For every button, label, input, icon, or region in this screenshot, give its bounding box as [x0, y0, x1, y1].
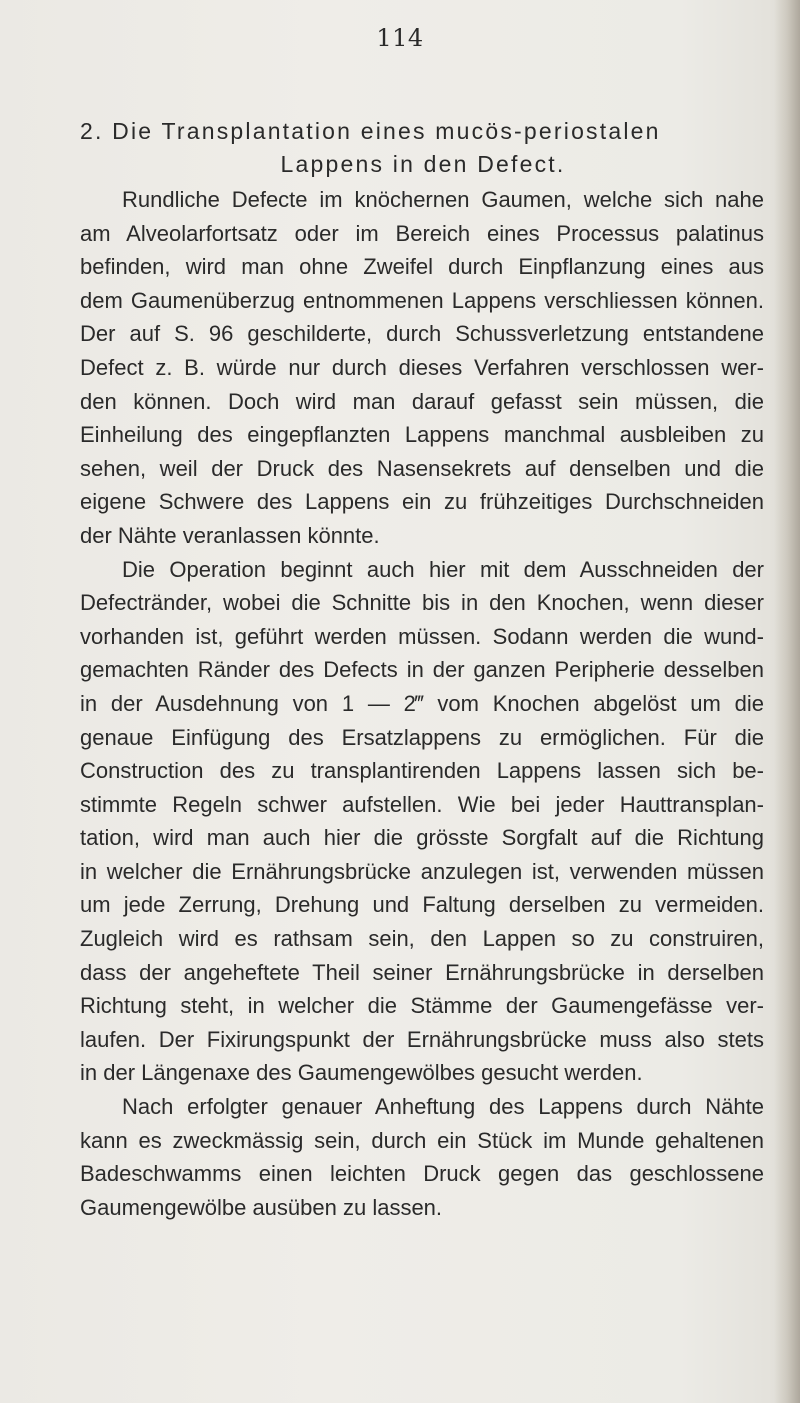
text-line: Defect z. B. würde nur durch dieses Verfahren verschlossen wer-	[80, 354, 764, 380]
text-line: den können. Doch wird man darauf gefasst sein müssen, die	[80, 388, 764, 414]
body-text	[80, 183, 764, 1224]
text-line: laufen. Der Fixirungspunkt der Ernährungsbrücke muss also stets	[80, 1026, 764, 1052]
text-line: Construction des zu transplantirenden Lappens lassen sich be-	[80, 758, 764, 784]
text-line: gemachten Ränder des Defects in der ganzen Peripherie desselben	[80, 657, 764, 683]
text-line: stimmte Regeln schwer aufstellen. Wie bei jeder Hauttransplan-	[80, 791, 764, 817]
text-line: Badeschwamms einen leichten Druck gegen das geschlossene	[80, 1161, 764, 1187]
text-line: dem Gaumenüberzug entnommenen Lappens verschliessen können.	[80, 287, 764, 313]
page-number: 114	[376, 24, 424, 52]
text-line: in der Ausdehnung von 1 — 2‴ vom Knochen abgelöst um die	[80, 690, 764, 716]
text-line: genaue Einfügung des Ersatzlappens zu ermöglichen. Für die	[80, 724, 764, 750]
text-line: Richtung steht, in welcher die Stämme der Gaumengefässe ver-	[80, 993, 764, 1019]
text-line: Defectränder, wobei die Schnitte bis in den Knochen, wenn dieser	[80, 590, 764, 616]
text-line: in der Längenaxe des Gaumengewölbes gesucht werden.	[80, 1060, 643, 1086]
text-line: sehen, weil der Druck des Nasensekrets auf denselben und die	[80, 455, 764, 481]
section-heading-line-2-text: Lappens in den Defect.	[280, 151, 566, 177]
section-heading-line-1: 2. Die Transplantation eines mucös-periostalen	[80, 118, 661, 144]
text-line: befinden, wird man ohne Zweifel durch Einpflanzung eines aus	[80, 254, 764, 280]
text-line: tation, wird man auch hier die grösste Sorgfalt auf die Richtung	[80, 825, 764, 851]
text-line: dass der angeheftete Theil seiner Ernährungsbrücke in derselben	[80, 959, 764, 985]
text-line: in welcher die Ernährungsbrücke anzulegen ist, verwenden müssen	[80, 858, 764, 884]
text-line: kann es zweckmässig sein, durch ein Stück im Munde gehaltenen	[80, 1127, 764, 1153]
text-line: Die Operation beginnt auch hier mit dem Ausschneiden der	[122, 556, 764, 582]
text-line: Der auf S. 96 geschilderte, durch Schussverletzung entstandene	[80, 321, 764, 347]
text-line: Gaumengewölbe ausüben zu lassen.	[80, 1194, 443, 1220]
section-heading-line-2	[0, 151, 800, 178]
text-line: am Alveolarfortsatz oder im Bereich eines Processus palatinus	[80, 220, 764, 246]
text-line: um jede Zerrung, Drehung und Faltung derselben zu vermeiden.	[80, 892, 764, 918]
text-line: Rundliche Defecte im knöchernen Gaumen, welche sich nahe	[122, 187, 764, 212]
page-edge-shadow	[774, 0, 800, 1403]
text-line: der Nähte veranlassen könnte.	[80, 522, 380, 548]
text-line: Zugleich wird es rathsam sein, den Lappen so zu construiren,	[80, 926, 764, 952]
text-line: eigene Schwere des Lappens ein zu frühzeitiges Durchschneiden	[80, 489, 764, 515]
text-line: Einheilung des eingepflanzten Lappens manchmal ausbleiben zu	[80, 422, 764, 448]
text-line: vorhanden ist, geführt werden müssen. Sodann werden die wund-	[80, 623, 764, 649]
text-line: Nach erfolgter genauer Anheftung des Lappens durch Nähte	[122, 1094, 764, 1120]
